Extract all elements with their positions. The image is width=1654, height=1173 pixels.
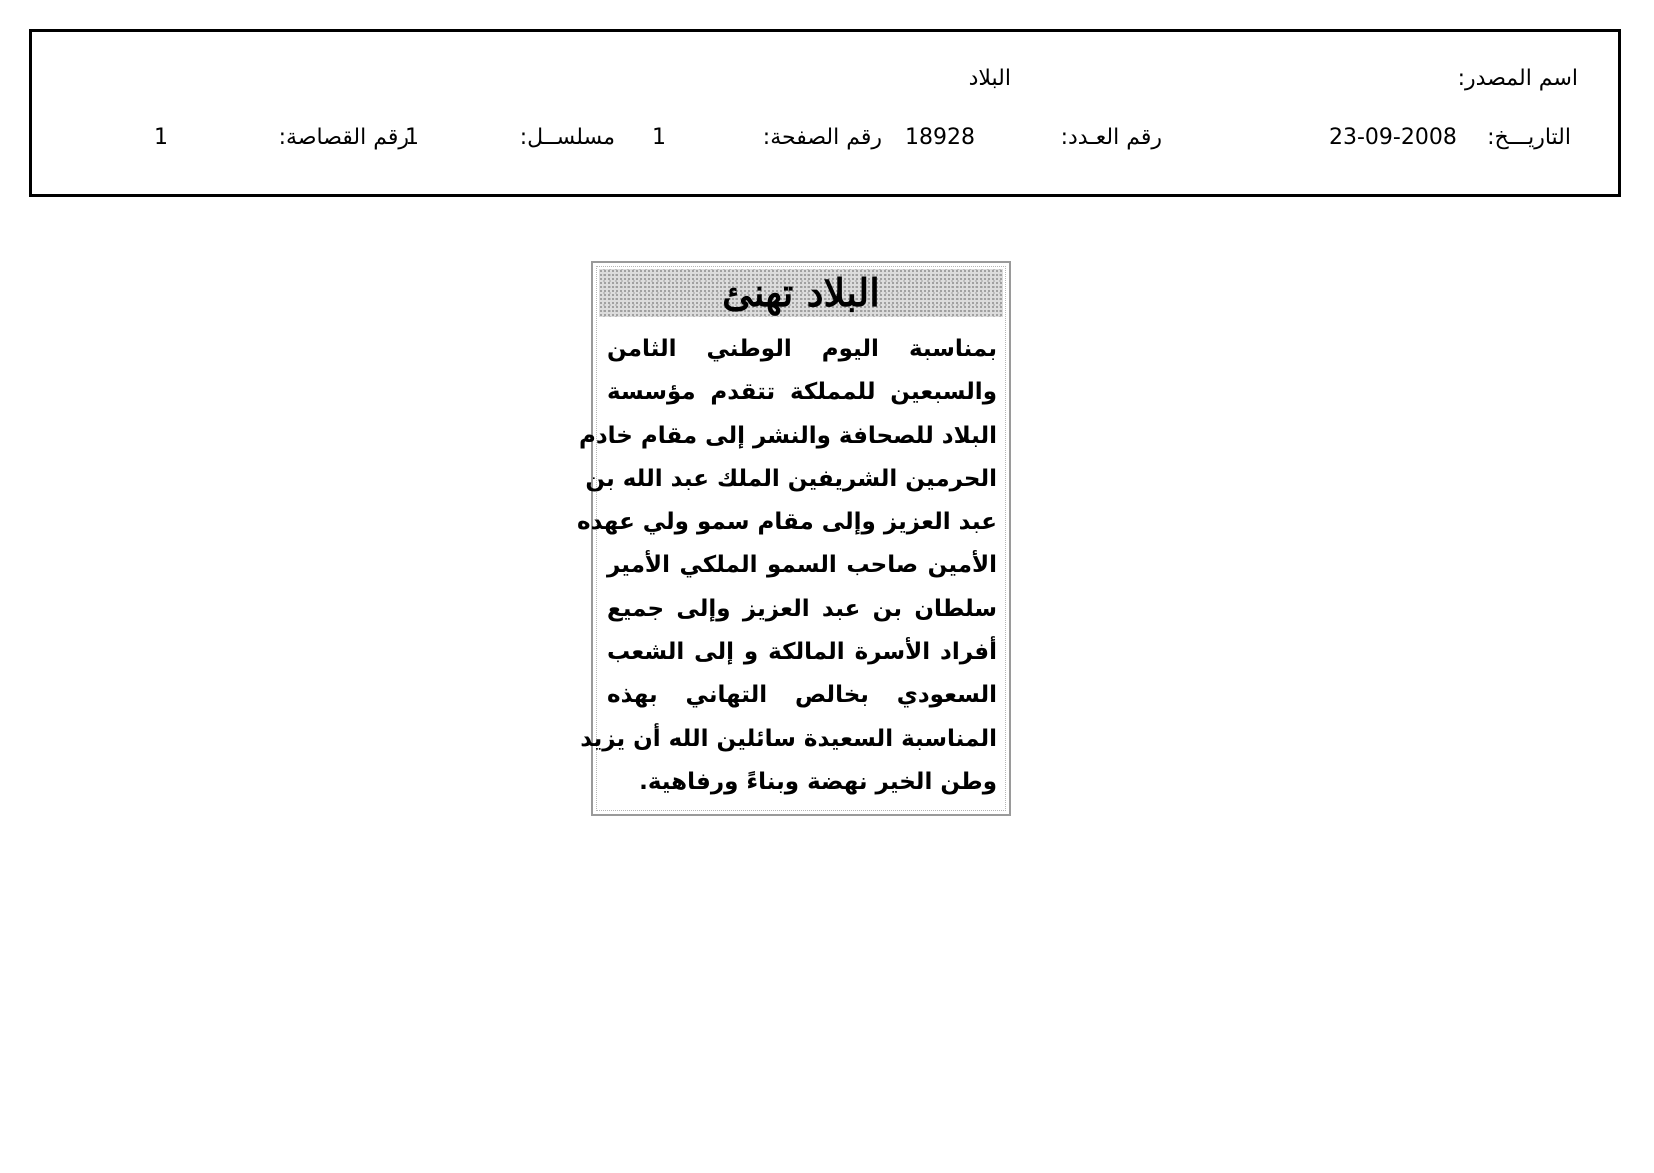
- issue-value: 18928: [905, 125, 975, 150]
- source-label: اسم المصدر:: [1457, 66, 1578, 91]
- page-label: رقم الصفحة:: [762, 125, 882, 150]
- news-clipping: [577, 261, 1011, 816]
- serial-value: 1: [405, 125, 419, 150]
- clip-value: 1: [154, 125, 168, 150]
- source-value: البلاد: [968, 66, 1011, 91]
- clipping-line: والسبعين للمملكة تتقدم مؤسسة: [607, 379, 997, 406]
- clipping-line: بمناسبة اليوم الوطني الثامن: [607, 336, 997, 362]
- clipping-line: السعودي بخالص التهاني بهذه: [607, 682, 997, 709]
- clipping-title-band: [599, 269, 1003, 317]
- clipping-line: البلاد للصحافة والنشر إلى مقام خادم: [579, 422, 997, 449]
- clip-label: رقم القصاصة:: [278, 125, 409, 150]
- date-label: التاريـــخ:: [1487, 125, 1571, 150]
- page-value: 1: [652, 125, 666, 150]
- clipping-line: أفراد الأسرة المالكة و إلى الشعب: [607, 639, 997, 666]
- clipping-line: وطن الخير نهضة وبناءً ورفاهية.: [639, 768, 997, 795]
- clipping-line: سلطان بن عبد العزيز وإلى جميع: [607, 595, 997, 622]
- clipping-line: الحرمين الشريفين الملك عبد الله بن: [585, 465, 997, 492]
- clipping-line: عبد العزيز وإلى مقام سمو ولي عهده: [577, 509, 997, 536]
- metadata-header: [29, 29, 1621, 197]
- clipping-line: الأمين صاحب السمو الملكي الأمير: [607, 552, 997, 579]
- issue-label: رقم العـدد:: [1060, 125, 1162, 150]
- clipping-body: [577, 328, 997, 804]
- clipping-line: المناسبة السعيدة سائلين الله أن يزيد: [580, 725, 997, 752]
- clipping-title: البلاد تهنئ: [722, 270, 880, 315]
- date-value: 23-09-2008: [1329, 125, 1457, 150]
- serial-label: مسلســل:: [519, 125, 615, 150]
